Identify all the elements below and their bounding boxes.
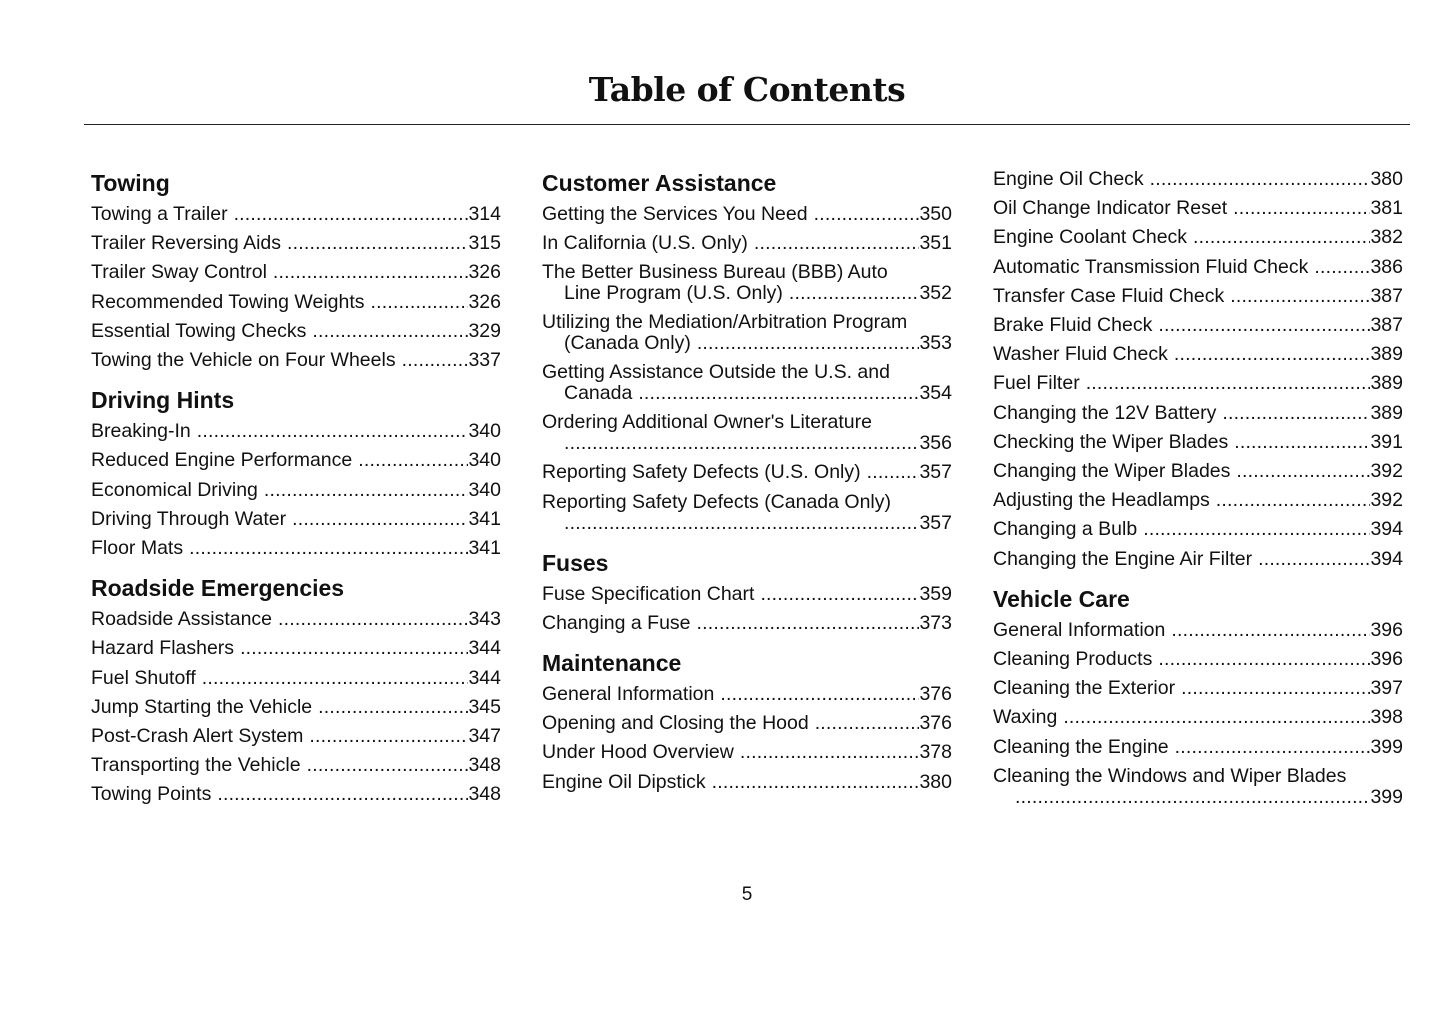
entry-page-number: 337 (468, 349, 501, 372)
dot-leader (358, 446, 468, 475)
entry-page-number: 354 (919, 382, 952, 405)
entry-page-number: 378 (919, 741, 952, 764)
entry-page-number: 386 (1370, 255, 1403, 278)
entry-label: Engine Oil Dipstick (542, 770, 706, 793)
toc-entry[interactable] (91, 229, 501, 258)
entry-page-number: 341 (468, 507, 501, 530)
toc-section (993, 165, 1403, 574)
dot-leader (1175, 733, 1371, 762)
dot-leader (1230, 282, 1370, 311)
toc-section (91, 384, 501, 563)
entry-page-number: 376 (919, 712, 952, 735)
dot-leader (1150, 165, 1371, 194)
entry-page-number: 376 (919, 683, 952, 706)
toc-entry[interactable] (993, 515, 1403, 544)
toc-entry[interactable] (542, 609, 952, 638)
toc-entry[interactable] (91, 317, 501, 346)
entry-label: Oil Change Indicator Reset (993, 197, 1228, 220)
entry-label: Transfer Case Fluid Check (993, 284, 1225, 307)
dot-leader (402, 346, 469, 375)
toc-entry[interactable] (542, 680, 952, 709)
dot-leader (1193, 223, 1370, 252)
toc-entry[interactable] (91, 751, 501, 780)
toc-entry[interactable] (542, 458, 952, 487)
entry-page-number: 314 (468, 203, 501, 225)
entry-page-number: 398 (1370, 706, 1403, 729)
entry-label: Brake Fluid Check (993, 314, 1153, 337)
entry-label: Washer Fluid Check (993, 343, 1168, 366)
entry-page-number: 399 (1370, 785, 1403, 808)
entry-page-number: 391 (1370, 430, 1403, 453)
entry-label: Changing a Fuse (542, 611, 691, 634)
toc-entry[interactable] (91, 288, 501, 317)
toc-section (91, 572, 501, 809)
dot-leader (638, 383, 919, 404)
dot-leader (1063, 703, 1370, 732)
dot-leader (234, 200, 469, 229)
entry-page-number: 373 (919, 611, 952, 634)
entry-label: Cleaning the Exterior (993, 677, 1176, 700)
toc-section (542, 167, 952, 538)
entry-label: Reporting Safety Defects (Canada Only) (542, 490, 892, 513)
toc-entry[interactable] (993, 223, 1403, 252)
section-title: Customer Assistance (542, 170, 777, 196)
dot-leader (712, 768, 920, 797)
entry-page-number: 392 (1370, 460, 1403, 483)
entry-page-number: 344 (468, 637, 501, 660)
toc-entry[interactable] (993, 762, 1403, 812)
entry-label: General Information (993, 618, 1166, 641)
dot-leader (240, 634, 468, 663)
entry-label: Getting Assistance Outside the U.S. and (542, 361, 890, 384)
entry-label: Utilizing the Mediation/Arbitration Program (542, 311, 908, 334)
toc-entry[interactable] (542, 709, 952, 738)
toc-entry[interactable] (542, 200, 952, 229)
toc-entry[interactable] (91, 605, 501, 634)
toc-entry[interactable] (993, 369, 1403, 398)
section-title: Towing (91, 170, 170, 196)
dot-leader (1234, 428, 1370, 457)
section-title: Driving Hints (91, 387, 235, 414)
entry-page-number: 348 (468, 754, 501, 777)
entry-page-number: 382 (1370, 226, 1403, 249)
toc-entry[interactable] (993, 340, 1403, 369)
toc-column-1 (91, 167, 501, 819)
toc-column-2 (542, 167, 952, 806)
dot-leader (697, 609, 920, 638)
toc-entry[interactable] (542, 488, 952, 538)
toc-entry[interactable] (542, 358, 952, 408)
toc-entry[interactable] (993, 428, 1403, 457)
entry-label: Towing the Vehicle on Four Wheels (91, 349, 396, 372)
toc-section (542, 547, 952, 638)
toc-entry[interactable] (542, 258, 952, 308)
entry-page-number: 359 (919, 582, 952, 605)
entry-label: Cleaning the Engine (993, 735, 1169, 758)
toc-entry[interactable] (542, 308, 952, 358)
dot-leader (1143, 515, 1370, 544)
title-divider (84, 124, 1410, 125)
entry-label: Changing the Engine Air Filter (993, 547, 1253, 570)
entry-label: Changing the Wiper Blades (993, 460, 1231, 483)
entry-label: Waxing (993, 706, 1058, 729)
entry-page-number: 396 (1370, 648, 1403, 671)
dot-leader (309, 722, 468, 751)
toc-entry[interactable] (993, 457, 1403, 486)
entry-page-number: 399 (1370, 735, 1403, 758)
section-title: Maintenance (542, 650, 682, 677)
entry-label: Cleaning the Windows and Wiper Blades (993, 764, 1347, 787)
dot-leader (1015, 787, 1370, 808)
toc-entry[interactable] (993, 399, 1403, 428)
dot-leader (371, 288, 469, 317)
toc-entry[interactable] (993, 253, 1403, 282)
entry-page-number: 387 (1370, 314, 1403, 337)
toc-entry[interactable] (993, 545, 1403, 574)
entry-page-number: 350 (919, 203, 952, 225)
entry-label: Towing a Trailer (91, 203, 228, 225)
toc-entry[interactable] (91, 664, 501, 693)
dot-leader (264, 476, 469, 505)
dot-leader (318, 693, 468, 722)
dot-leader (1171, 616, 1370, 645)
entry-page-number: 326 (468, 290, 501, 313)
entry-label: Towing Points (91, 783, 212, 806)
dot-leader (197, 417, 469, 446)
entry-page-number: 389 (1370, 343, 1403, 366)
dot-leader (564, 513, 919, 534)
entry-page-number: 315 (468, 232, 501, 255)
dot-leader (1158, 311, 1370, 340)
toc-entry[interactable] (993, 165, 1403, 194)
entry-label: Trailer Sway Control (91, 261, 267, 284)
toc-entry[interactable] (542, 408, 952, 458)
entry-page-number: 352 (919, 282, 952, 305)
toc-entry[interactable] (542, 738, 952, 767)
entry-page-number: 380 (919, 770, 952, 793)
toc-entry[interactable] (91, 417, 501, 446)
toc-entry[interactable] (91, 534, 501, 563)
entry-label: The Better Business Bureau (BBB) Auto (542, 261, 888, 284)
dot-leader (815, 709, 920, 738)
dot-leader (1086, 369, 1371, 398)
dot-leader (1236, 457, 1370, 486)
entry-label: Recommended Towing Weights (91, 290, 365, 313)
toc-entry[interactable] (993, 311, 1403, 340)
dot-leader (740, 738, 920, 767)
toc-entry[interactable] (993, 674, 1403, 703)
dot-leader (1181, 674, 1370, 703)
entry-label: Under Hood Overview (542, 741, 734, 764)
toc-entry[interactable] (993, 194, 1403, 223)
entry-page-number: 345 (468, 695, 501, 718)
dot-leader (867, 458, 920, 487)
entry-label: Adjusting the Headlamps (993, 489, 1210, 512)
toc-entry[interactable] (91, 346, 501, 375)
dot-leader (312, 317, 468, 346)
entry-page-number: 356 (919, 432, 952, 455)
dot-leader (307, 751, 469, 780)
entry-page-number: 394 (1370, 518, 1403, 541)
entry-label: Economical Driving (91, 478, 258, 501)
entry-page-number: 380 (1370, 168, 1403, 190)
entry-page-number: 381 (1370, 197, 1403, 220)
entry-label: Transporting the Vehicle (91, 754, 301, 777)
toc-entry[interactable] (993, 645, 1403, 674)
dot-leader (292, 505, 468, 534)
dot-leader (189, 534, 468, 563)
entry-page-number: 387 (1370, 284, 1403, 307)
entry-page-number: 340 (468, 478, 501, 501)
entry-label: Changing a Bulb (993, 518, 1138, 541)
entry-label-continued: Line Program (U.S. Only) (564, 282, 783, 305)
entry-page-number: 326 (468, 261, 501, 284)
entry-label: Roadside Assistance (91, 608, 273, 631)
entry-page-number: 353 (919, 332, 952, 355)
toc-entry[interactable] (91, 200, 501, 229)
entry-page-number: 389 (1370, 401, 1403, 424)
entry-page-number: 340 (468, 449, 501, 472)
entry-label: Breaking-In (91, 420, 191, 443)
section-title: Roadside Emergencies (91, 575, 345, 602)
toc-entry[interactable] (993, 733, 1403, 762)
entry-label: Jump Starting the Vehicle (91, 695, 313, 718)
page-number: 5 (741, 884, 753, 905)
entry-page-number: 344 (468, 666, 501, 689)
dot-leader (217, 780, 468, 809)
toc-section (542, 647, 952, 797)
dot-leader (273, 258, 469, 287)
entry-label: Reporting Safety Defects (U.S. Only) (542, 461, 861, 484)
entry-label: Engine Coolant Check (993, 226, 1188, 249)
toc-entry[interactable] (993, 486, 1403, 515)
entry-page-number: 348 (468, 783, 501, 806)
entry-label: Floor Mats (91, 537, 184, 560)
entry-label: Essential Towing Checks (91, 319, 307, 342)
toc-section (993, 583, 1403, 812)
entry-label: Cleaning Products (993, 648, 1153, 671)
entry-label-continued: (Canada Only) (564, 332, 691, 355)
entry-label: Hazard Flashers (91, 637, 235, 660)
toc-column-3 (993, 165, 1403, 821)
entry-label: Engine Oil Check (993, 168, 1144, 190)
entry-label: In California (U.S. Only) (542, 232, 748, 255)
dot-leader (814, 200, 920, 229)
entry-page-number: 392 (1370, 489, 1403, 512)
dot-leader (789, 283, 920, 304)
entry-page-number: 347 (468, 725, 501, 748)
toc-entry[interactable] (91, 476, 501, 505)
toc-entry[interactable] (91, 722, 501, 751)
dot-leader (1222, 399, 1370, 428)
entry-label: Fuel Filter (993, 372, 1080, 395)
dot-leader (1314, 253, 1370, 282)
entry-page-number: 343 (468, 608, 501, 631)
entry-page-number: 396 (1370, 618, 1403, 641)
entry-label: Trailer Reversing Aids (91, 232, 282, 255)
dot-leader (720, 680, 919, 709)
entry-label: Reduced Engine Performance (91, 449, 353, 472)
entry-page-number: 357 (919, 461, 952, 484)
section-title: Vehicle Care (993, 585, 1130, 612)
dot-leader (1158, 645, 1370, 674)
entry-label: General Information (542, 683, 715, 706)
entry-page-number: 389 (1370, 372, 1403, 395)
toc-entry[interactable] (542, 229, 952, 258)
toc-entry[interactable] (91, 258, 501, 287)
section-title: Fuses (542, 549, 609, 576)
entry-page-number: 397 (1370, 677, 1403, 700)
entry-label: Checking the Wiper Blades (993, 430, 1229, 453)
entry-page-number: 394 (1370, 547, 1403, 570)
dot-leader (697, 333, 920, 354)
entry-page-number: 351 (919, 232, 952, 255)
toc-entry[interactable] (993, 282, 1403, 311)
toc-entry[interactable] (91, 780, 501, 809)
toc-entry[interactable] (542, 580, 952, 609)
entry-label: Opening and Closing the Hood (542, 712, 809, 735)
entry-label: Ordering Additional Owner's Literature (542, 411, 872, 434)
dot-leader (760, 580, 919, 609)
dot-leader (754, 229, 920, 258)
dot-leader (287, 229, 468, 258)
dot-leader (1174, 340, 1371, 369)
entry-label: Fuse Specification Chart (542, 582, 755, 605)
dot-leader (1216, 486, 1371, 515)
toc-entry[interactable] (91, 634, 501, 663)
entry-label: Automatic Transmission Fluid Check (993, 255, 1309, 278)
toc-entry[interactable] (993, 616, 1403, 645)
entry-label: Driving Through Water (91, 507, 287, 530)
entry-label: Changing the 12V Battery (993, 401, 1217, 424)
entry-page-number: 329 (468, 319, 501, 342)
entry-label: Post-Crash Alert System (91, 725, 304, 748)
toc-entry[interactable] (542, 768, 952, 797)
page-title: Table of Contents (588, 70, 906, 109)
toc-entry[interactable] (993, 703, 1403, 732)
dot-leader (564, 433, 919, 454)
entry-label: Getting the Services You Need (542, 203, 808, 225)
dot-leader (202, 664, 469, 693)
entry-page-number: 357 (919, 511, 952, 534)
dot-leader (1233, 194, 1370, 223)
entry-page-number: 341 (468, 537, 501, 560)
toc-entry[interactable] (91, 693, 501, 722)
entry-page-number: 340 (468, 420, 501, 443)
entry-label-continued: Canada (564, 382, 633, 405)
toc-entry[interactable] (91, 446, 501, 475)
dot-leader (278, 605, 468, 634)
entry-label: Fuel Shutoff (91, 666, 196, 689)
toc-entry[interactable] (91, 505, 501, 534)
toc-section (91, 167, 501, 375)
dot-leader (1258, 545, 1370, 574)
